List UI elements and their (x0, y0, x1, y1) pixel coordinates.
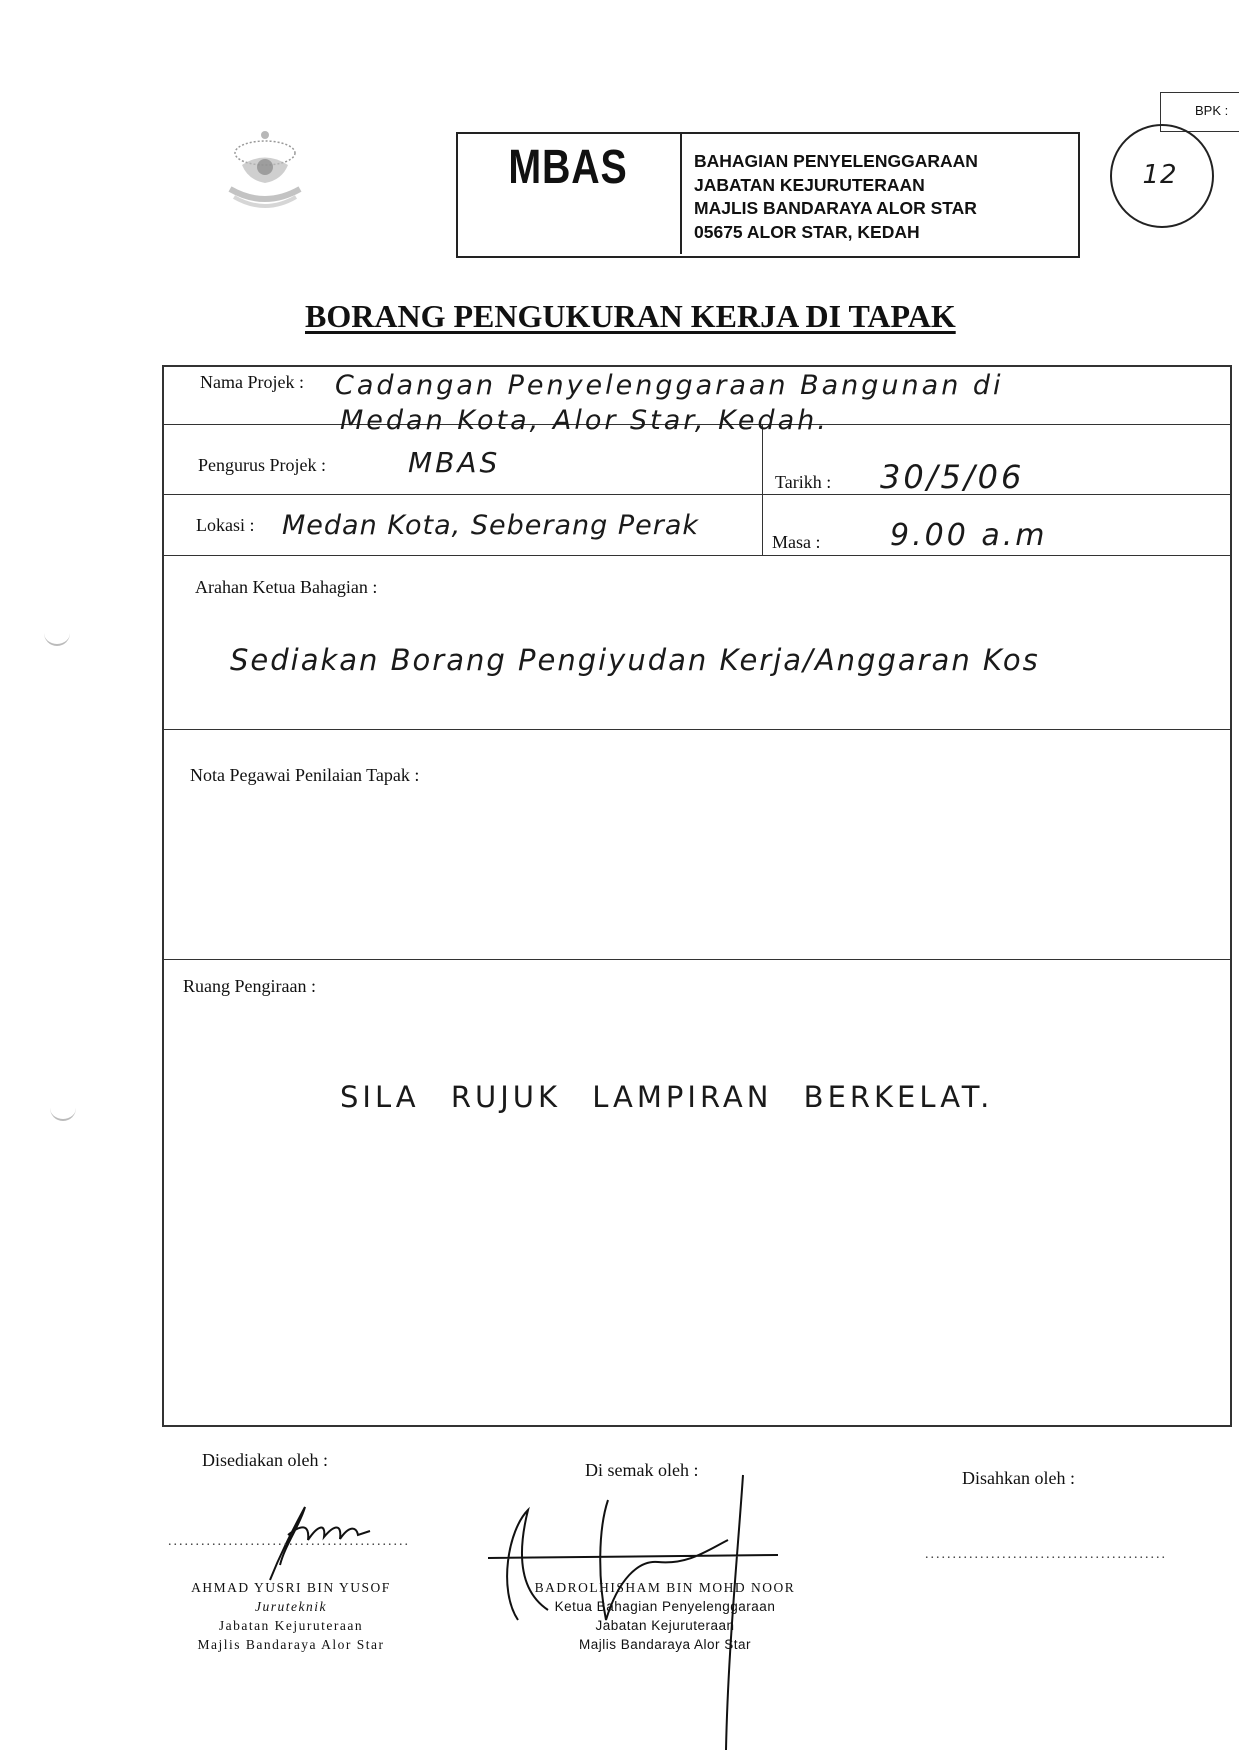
disediakan-stamp (176, 1578, 406, 1654)
ruang-pengiraan-label: Ruang Pengiraan : (183, 976, 316, 996)
address-line: JABATAN KEJURUTERAAN (694, 174, 925, 195)
mbas-crest-icon (222, 125, 308, 215)
punch-hole-mark (50, 1105, 76, 1121)
disahkan-title: Disahkan oleh : (962, 1468, 1075, 1488)
arahan-value: Sediakan Borang Pengiyudan Kerja/Anggaran Kos (230, 643, 1040, 677)
nama-projek-label: Nama Projek : (200, 372, 304, 392)
department-address (694, 150, 1074, 244)
pengurus-projek-label: Pengurus Projek : (198, 455, 326, 475)
tarikh-label: Tarikh : (775, 472, 832, 492)
disediakan-title: Disediakan oleh : (202, 1450, 328, 1470)
stamp-role: Juruteknik (255, 1599, 327, 1614)
row-divider (164, 555, 1230, 556)
column-divider (762, 424, 763, 555)
nama-projek-line2: Medan Kota, Alor Star, Kedah. (340, 405, 829, 436)
masa-label: Masa : (772, 532, 821, 552)
mbas-logo: MBAS (508, 141, 628, 194)
stamp-role: Ketua Bahagian Penyelenggaraan (554, 1599, 776, 1614)
row-divider (164, 729, 1230, 730)
disediakan-signature-line: ............................................ (168, 1534, 410, 1549)
disemak-title: Di semak oleh : (585, 1460, 699, 1480)
row-divider (164, 959, 1230, 960)
stamp-dept: Jabatan Kejuruteraan (595, 1618, 735, 1633)
stamp-name: AHMAD YUSRI BIN YUSOF (191, 1580, 391, 1595)
lokasi-label: Lokasi : (196, 515, 255, 535)
bpk-label: BPK : (1195, 103, 1229, 118)
arahan-label: Arahan Ketua Bahagian : (195, 577, 378, 597)
page-number: 12 (1142, 160, 1178, 190)
ruang-pengiraan-value: SILA RUJUK LAMPIRAN BERKELAT. (340, 1080, 994, 1114)
nama-projek-line1: Cadangan Penyelenggaraan Bangunan di (335, 370, 1004, 401)
address-line: BAHAGIAN PENYELENGGARAAN (694, 151, 978, 171)
lokasi-value: Medan Kota, Seberang Perak (282, 510, 699, 541)
nota-label: Nota Pegawai Penilaian Tapak : (190, 765, 420, 785)
masa-value: 9.00 a.m (890, 518, 1048, 553)
stamp-org: Majlis Bandaraya Alor Star (578, 1637, 752, 1652)
address-line: MAJLIS BANDARAYA ALOR STAR (694, 198, 977, 218)
punch-hole-mark (44, 630, 70, 646)
stamp-name: BADROLHISHAM BIN MOHD NOOR (534, 1580, 796, 1595)
row-divider (164, 494, 1230, 495)
address-line: 05675 ALOR STAR, KEDAH (694, 221, 920, 242)
tarikh-value: 30/5/06 (880, 458, 1025, 496)
header-divider (680, 134, 682, 254)
form-title: BORANG PENGUKURAN KERJA DI TAPAK (305, 298, 956, 334)
stamp-org: Majlis Bandaraya Alor Star (197, 1637, 385, 1652)
disemak-stamp (500, 1578, 830, 1654)
stamp-dept: Jabatan Kejuruteraan (218, 1618, 364, 1633)
pengurus-projek-value: MBAS (408, 446, 501, 479)
disahkan-signature-line: ............................................ (925, 1547, 1167, 1562)
